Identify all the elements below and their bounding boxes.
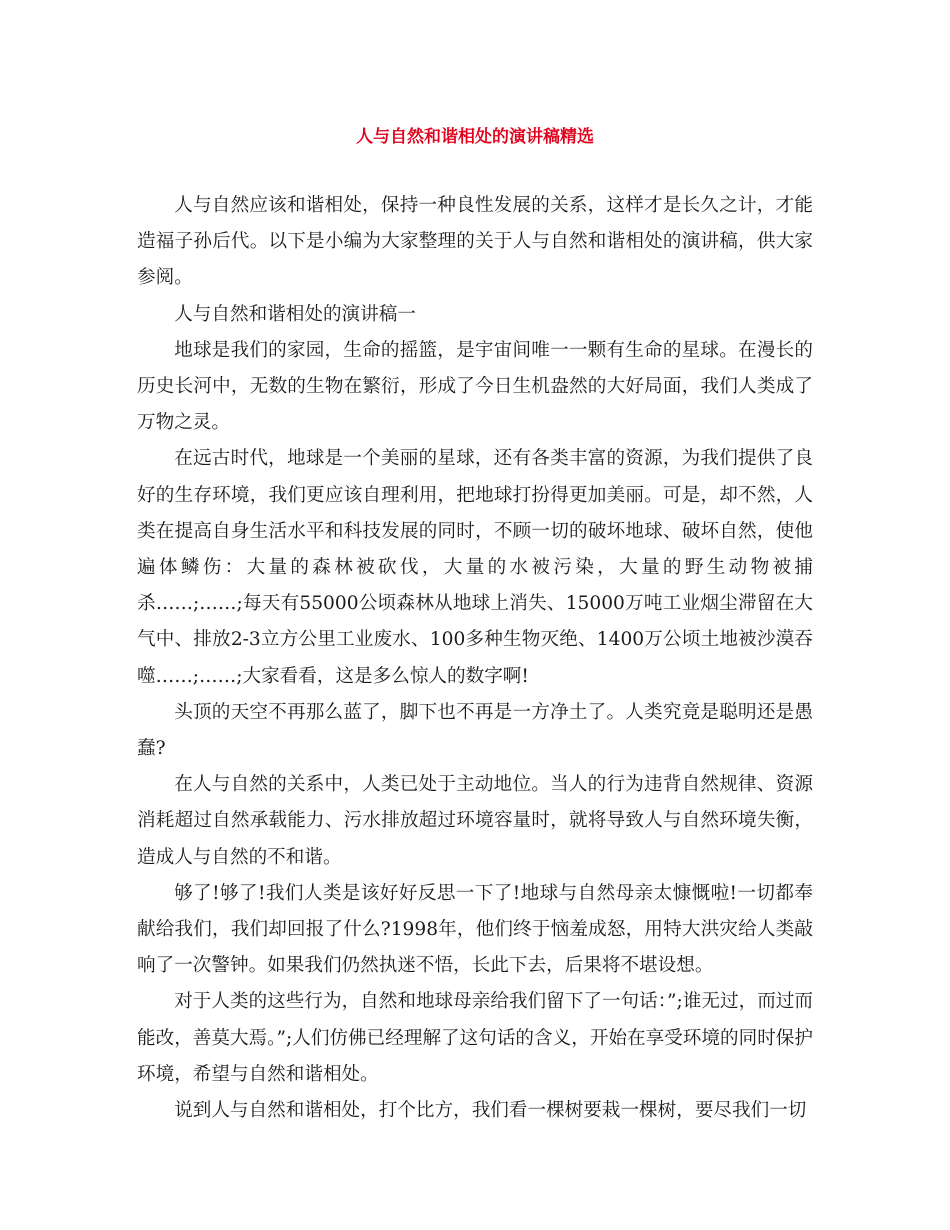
paragraph-intro: 人与自然应该和谐相处，保持一种良性发展的关系，这样才是长久之计，才能造福子孙后代。以下是小编为大家整理的关于人与自然和谐相处的演讲稿，供大家参阅。 — [137, 195, 813, 289]
paragraph: 够了!够了!我们人类是该好好反思一下了!地球与自然母亲太慷慨啦!一切都奉献给我们，我们却回报了什么?1998年，他们终于恼羞成怒，用特大洪灾给人类敲响了一次警钟。如果我们仍然执迷不悟，长此下去，后果将不堪设想。 — [137, 882, 813, 977]
paragraph: 地球是我们的家园，生命的摇篮，是宇宙间唯一一颗有生命的星球。在漫长的历史长河中，无数的生物在繁衍，形成了今日生机盎然的大好局面，我们人类成了万物之灵。 — [137, 339, 813, 434]
paragraph: 头顶的天空不再那么蓝了，脚下也不再是一方净土了。人类究竟是聪明还是愚蠢? — [137, 701, 813, 760]
document-body — [137, 188, 813, 1129]
section-heading: 人与自然和谐相处的演讲稿一 — [174, 303, 416, 325]
paragraph: 说到人与自然和谐相处，打个比方，我们看一棵树要栽一棵树，要尽我们一切 — [174, 1100, 807, 1122]
paragraph: 对于人类的这些行为，自然和地球母亲给我们留下了一句话：”;谁无过，而过而能改，善莫大焉。”;人们仿佛已经理解了这句话的含义，开始在享受环境的同时保护环境，希望与自然和谐相处。 — [137, 991, 813, 1085]
paragraph: 在远古时代，地球是一个美丽的星球，还有各类丰富的资源，为我们提供了良好的生存环境，我们更应该自理利用，把地球打扮得更加美丽。可是，却不然，人类在提高自身生活水平和科技发展的同时，不顾一切的破坏地球、破坏自然，使他遍体鳞伤：大量的森林被砍伐，大量的水被污染，大量的野生动物被捕杀……;……;每天有55000公顷森林从地球上消失、15000万吨工业烟尘滞留在大气中、排放2-3立方公里工业废水、100多种生物灭绝、1400万公顷土地被沙漠吞噬……;……;大家看看，这是多么惊人的数字啊! — [137, 448, 813, 687]
paragraph: 在人与自然的关系中，人类已处于主动地位。当人的行为违背自然规律、资源消耗超过自然承载能力、污水排放超过环境容量时，就将导致人与自然环境失衡，造成人与自然的不和谐。 — [137, 774, 813, 868]
document-title: 人与自然和谐相处的演讲稿精选 — [356, 127, 594, 147]
